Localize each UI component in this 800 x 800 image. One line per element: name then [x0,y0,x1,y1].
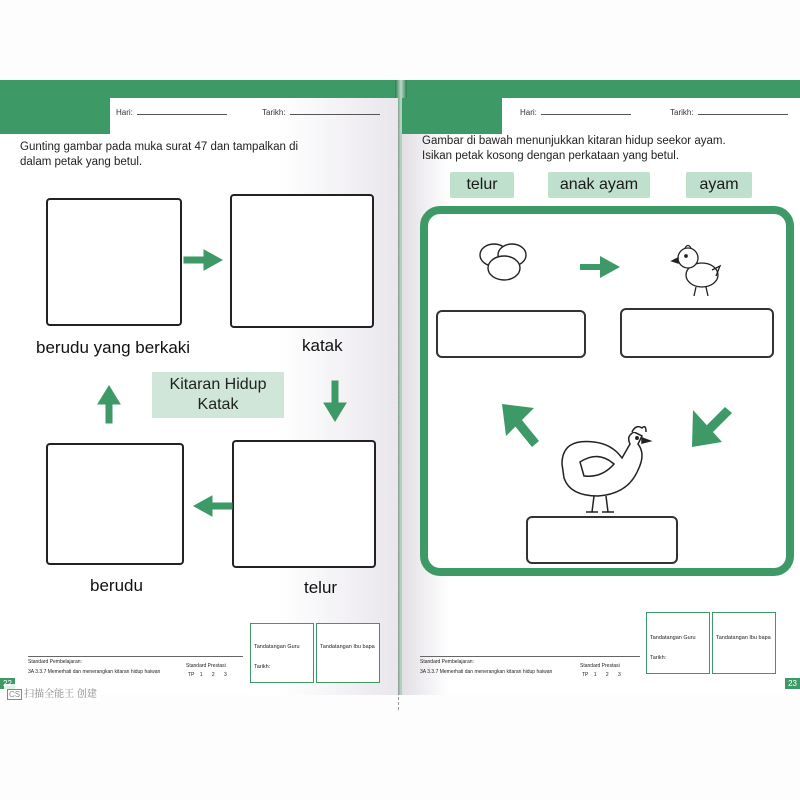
standard-text: 3A 3.3.7 Memerhati dan menerangkan kitaran hidup haiwan [28,669,161,675]
cycle-title [152,372,284,418]
eggs-icon [480,244,526,280]
label-berudu-yang-berkaki: berudu yang berkaki [36,338,191,357]
hen-icon [562,427,650,512]
footer-standard [420,656,640,686]
word-ayam: ayam [686,172,752,198]
instruction-line: dalam petak yang betul. [20,156,143,168]
tp-level-1[interactable]: 1 [199,672,203,678]
arrow-down-left-icon [692,407,732,447]
performance-label: Standard Prestasi [580,663,620,669]
chicken-cycle-art [402,98,800,695]
word-anak-ayam: anak ayam [548,172,650,198]
tp-level-2[interactable]: 2 [605,672,609,678]
teacher-date-label: Tarikh: [650,655,667,661]
date-label: Tarikh: [262,108,286,117]
tp-label: TP [582,672,589,678]
instruction-line: Isikan petak kosong dengan perkataan yang betul. [422,150,680,162]
teacher-sig-label: Tandatangan Guru [254,644,300,650]
standard-text: 3A 3.3.7 Memerhati dan menerangkan kitaran hidup haiwan [420,669,553,675]
tp-row [188,672,227,678]
parent-signature-box[interactable] [712,612,776,674]
arrow-up-icon [98,386,120,423]
tp-level-1[interactable]: 1 [593,672,597,678]
tp-label: TP [188,672,195,678]
parent-sig-label: Tandatangan Ibu bapa [320,644,375,650]
scanner-watermark [4,684,100,701]
performance-label: Standard Prestasi [186,663,226,669]
standard-label: Standard Pembelajaran: [28,659,82,665]
page-gutter [398,110,399,710]
instruction-line: Gambar di bawah menunjukkan kitaran hidup seekor ayam. [422,135,726,147]
watermark-badge: CS [9,690,21,699]
day-label: Hari: [520,108,537,117]
label-berudu: berudu [90,576,143,595]
tp-level-3[interactable]: 3 [618,672,621,678]
right-page [402,98,800,695]
tp-row [582,672,621,678]
parent-signature-box[interactable] [316,623,380,683]
chick-icon [672,246,720,297]
workbook-spread [0,80,800,695]
arrow-right-icon [580,256,620,278]
teacher-signature-box[interactable] [250,623,314,683]
standard-label: Standard Pembelajaran: [420,659,474,665]
label-telur: telur [304,578,338,597]
footer-standard [28,656,243,686]
word-telur: telur [450,172,514,198]
day-label: Hari: [116,108,133,117]
watermark-text: 扫描全能王 创建 [24,689,97,700]
arrow-left-icon [194,496,232,516]
left-page [0,98,398,695]
answer-box-chick[interactable] [620,308,774,358]
teacher-date-label: Tarikh: [254,664,271,670]
arrow-up-left-icon [502,404,539,447]
answer-box-hen[interactable] [526,516,678,564]
title-line: Katak [197,396,239,413]
arrow-down-icon [324,381,346,421]
tp-level-3[interactable]: 3 [224,672,227,678]
date-label: Tarikh: [670,108,694,117]
label-katak: katak [302,336,343,355]
instruction-line: Gunting gambar pada muka surat 47 dan tampalkan di [20,141,299,153]
arrow-right-icon [184,250,222,270]
page-number: 23 [785,678,800,689]
teacher-sig-label: Tandatangan Guru [650,635,696,641]
teacher-signature-box[interactable] [646,612,710,674]
answer-box-eggs[interactable] [436,310,586,358]
tp-level-2[interactable]: 2 [211,672,215,678]
title-line: Kitaran Hidup [169,376,267,393]
parent-sig-label: Tandatangan Ibu bapa [716,635,771,641]
